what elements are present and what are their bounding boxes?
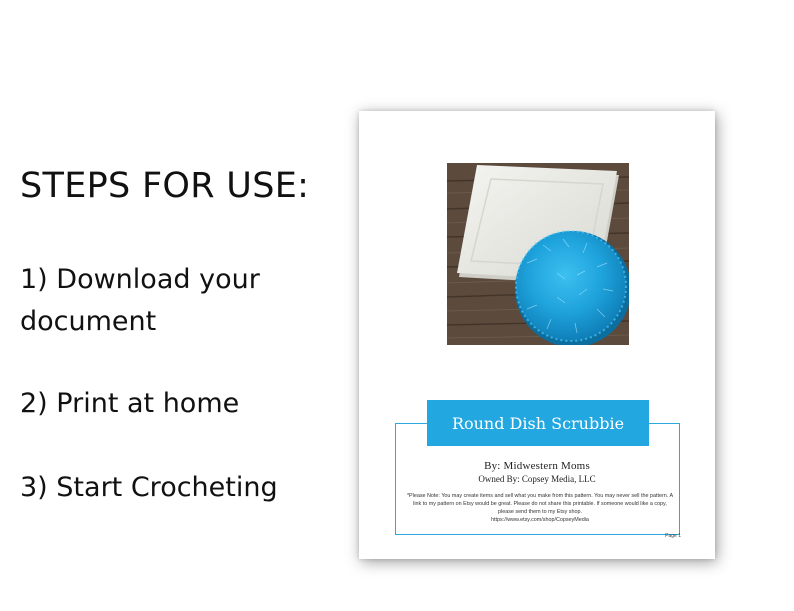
usage-note-text: *Please Note: You may create items and sell what you make from this pattern. You may never sell the pattern. A link to my pattern on Etsy would be great. Please do not share this printable. If someone would like a copy, please send them to my Etsy shop. — [406, 493, 674, 515]
scrubbie — [515, 231, 629, 345]
step-download: 1) Download your document — [20, 264, 260, 337]
scrubbie-photo — [447, 163, 629, 345]
step-print: 2) Print at home — [20, 388, 240, 419]
step-crochet: 3) Start Crocheting — [20, 472, 278, 503]
document-title: Round Dish Scrubbie — [427, 400, 649, 446]
owner-line: Owned By: Copsey Media, LLC — [478, 474, 596, 484]
author-byline: By: Midwestern Moms — [484, 460, 590, 472]
document-page-preview — [359, 111, 715, 559]
usage-note — [405, 492, 675, 524]
shop-url: https://www.etsy.com/shop/CopseyMedia — [491, 517, 589, 523]
steps-heading: STEPS FOR USE: — [20, 166, 310, 206]
page-number: Page 1 — [665, 533, 681, 539]
